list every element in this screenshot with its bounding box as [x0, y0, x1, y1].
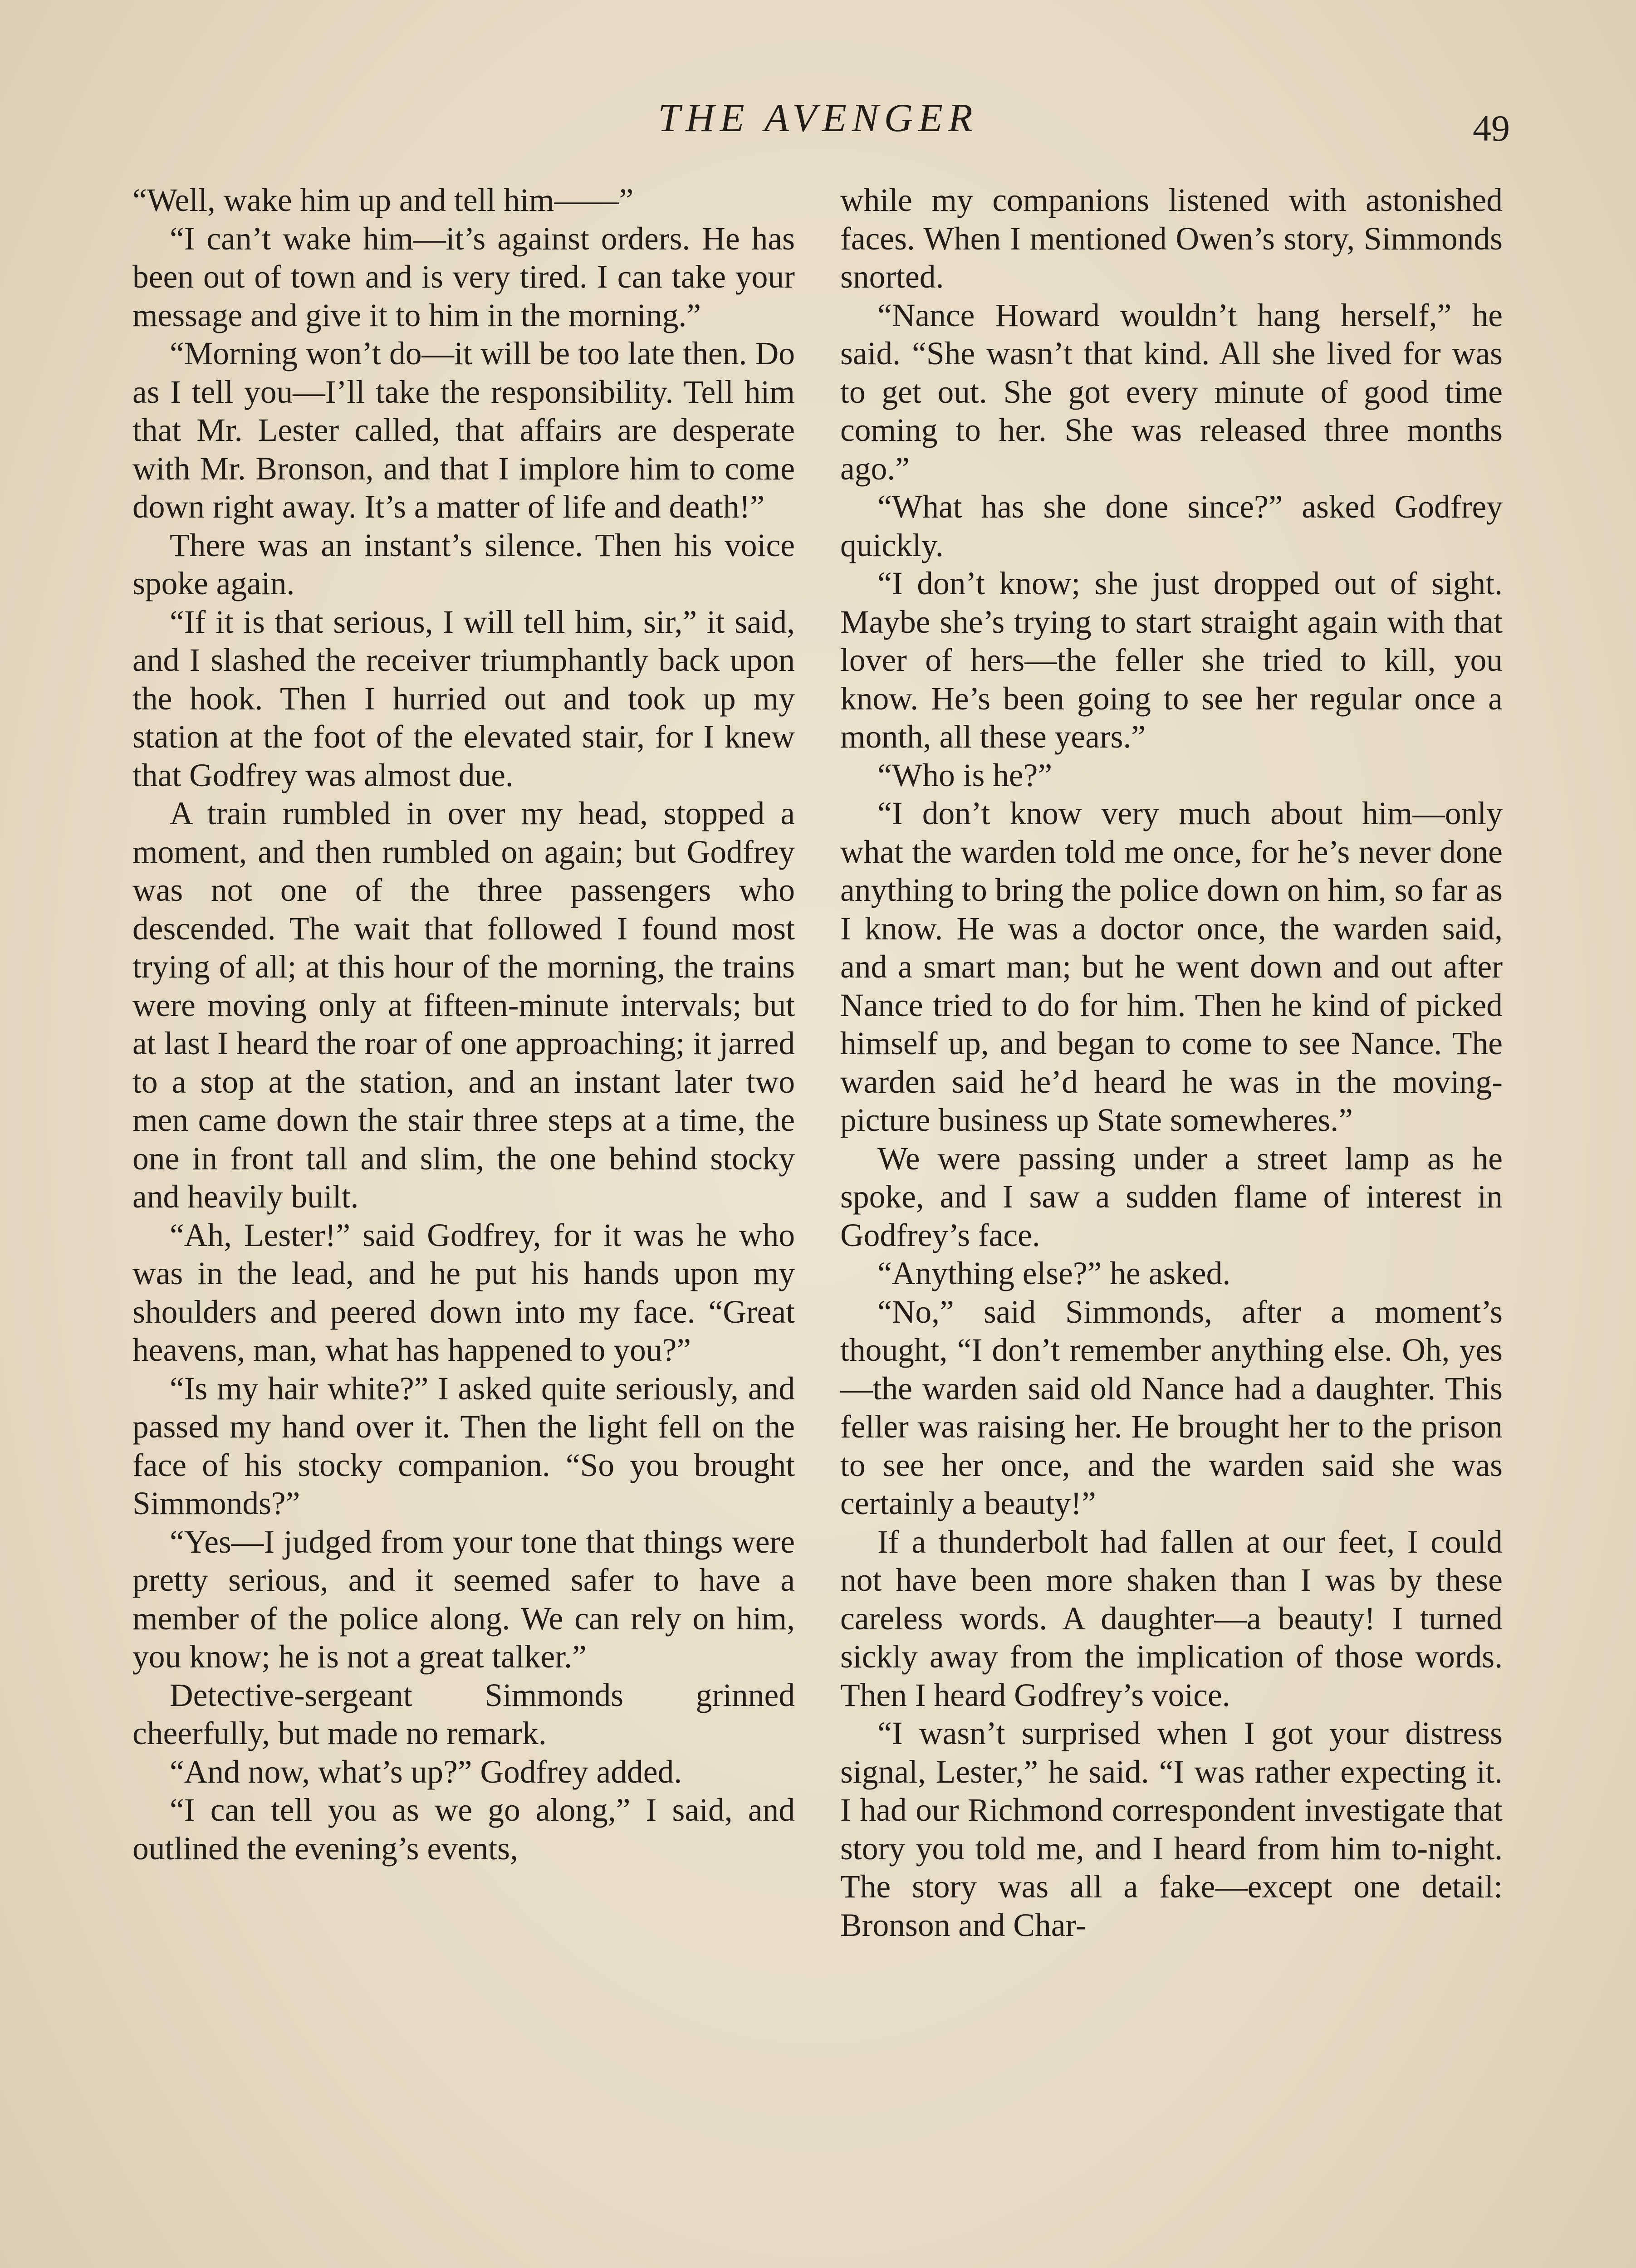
- running-title: THE AVENGER: [658, 96, 978, 140]
- paragraph: There was an instant’s silence. Then his voice spoke again.: [132, 527, 795, 601]
- paragraph: “If it is that serious, I will tell him, sir,” it said, and I slashed the receiver triumphantly back upon the hook. Then I hurried out and took up my station at the foot of the elevated stair, for I knew that Godfrey was almost due.: [132, 604, 795, 793]
- paragraph: “Who is he?”: [877, 757, 1053, 793]
- paragraph: “I don’t know; she just dropped out of sight. Maybe she’s trying to start straight again with that lover of hers—the feller she tried to kill, you know. He’s been going to see her regular once a month, all these years.”: [840, 566, 1503, 755]
- paragraph: “What has she done since?” asked Godfrey quickly.: [840, 489, 1503, 563]
- paragraph: Detective-sergeant Simmonds grinned cheerfully, but made no remark.: [132, 1677, 795, 1751]
- paragraph: “I don’t know very much about him—only what the warden told me once, for he’s never done anything to bring the police down on him, so far as I know. He was a doctor once, the warden said, and a smart man; but he went down and out after Nance tried to do for him. Then he kind of picked himself up, and began to come to see Nance. The warden said he’d heard he was in the moving-picture business up State somewheres.”: [840, 796, 1503, 1138]
- paragraph: “Yes—I judged from your tone that things were pretty serious, and it seemed safer to have a member of the police along. We can rely on him, you know; he is not a great talker.”: [132, 1524, 795, 1675]
- paragraph: “Is my hair white?” I asked quite seriously, and passed my hand over it. Then the light fell on the face of his stocky companion. “So you brought Simmonds?”: [132, 1370, 795, 1521]
- paragraph: A train rumbled in over my head, stopped a moment, and then rumbled on again; but Godfrey was not one of the three passengers who descended. The wait that followed I found most trying of all; at this hour of the morning, the trains were moving only at fifteen-minute intervals; but at last I heard the roar of one approaching; it jarred to a stop at the station, and an instant later two men came down the stair three steps at a time, the one in front tall and slim, the one behind stocky and heavily built.: [132, 796, 795, 1215]
- paragraph: “I can’t wake him—it’s against orders. He has been out of town and is very tired. I can take your message and give it to him in the morning.”: [132, 220, 795, 333]
- paragraph: while my companions listened with astonished faces. When I mentioned Owen’s story, Simmonds snorted.: [840, 182, 1503, 295]
- paragraph: “Anything else?” he asked.: [877, 1256, 1231, 1291]
- left-column: [132, 181, 795, 1868]
- paragraph: We were passing under a street lamp as he spoke, and I saw a sudden flame of interest in Godfrey’s face.: [840, 1140, 1503, 1253]
- paragraph: “No,” said Simmonds, after a moment’s thought, “I don’t remember anything else. Oh, yes—the warden said old Nance had a daughter. This feller was raising her. He brought her to the prison to see her once, and the warden said she was certainly a beauty!”: [840, 1294, 1503, 1521]
- page-number: 49: [1473, 108, 1510, 149]
- paragraph: If a thunderbolt had fallen at our feet, I could not have been more shaken than I was by these careless words. A daughter—a beauty! I turned sickly away from the implication of those words. Then I heard Godfrey’s voice.: [840, 1524, 1503, 1713]
- paragraph: “Morning won’t do—it will be too late then. Do as I tell you—I’ll take the responsibility. Tell him that Mr. Lester called, that affairs are desperate with Mr. Bronson, and that I implore him to come down right away. It’s a matter of life and death!”: [132, 336, 795, 525]
- paragraph: “Well, wake him up and tell him——”: [132, 182, 634, 218]
- right-column: [840, 181, 1503, 1945]
- paragraph: “Nance Howard wouldn’t hang herself,” he said. “She wasn’t that kind. All she lived for was to get out. She got every minute of good time coming to her. She was released three months ago.”: [840, 297, 1503, 487]
- paragraph: “Ah, Lester!” said Godfrey, for it was he who was in the lead, and he put his hands upon my shoulders and peered down into my face. “Great heavens, man, what has happened to you?”: [132, 1217, 795, 1368]
- paragraph: “I wasn’t surprised when I got your distress signal, Lester,” he said. “I was rather expecting it. I had our Richmond correspondent investigate that story you told me, and I heard from him to-night. The story was all a fake—except one detail: Bronson and Char-: [840, 1716, 1503, 1943]
- paragraph: “And now, what’s up?” Godfrey added.: [170, 1754, 682, 1790]
- paragraph: “I can tell you as we go along,” I said, and outlined the evening’s events,: [132, 1792, 795, 1867]
